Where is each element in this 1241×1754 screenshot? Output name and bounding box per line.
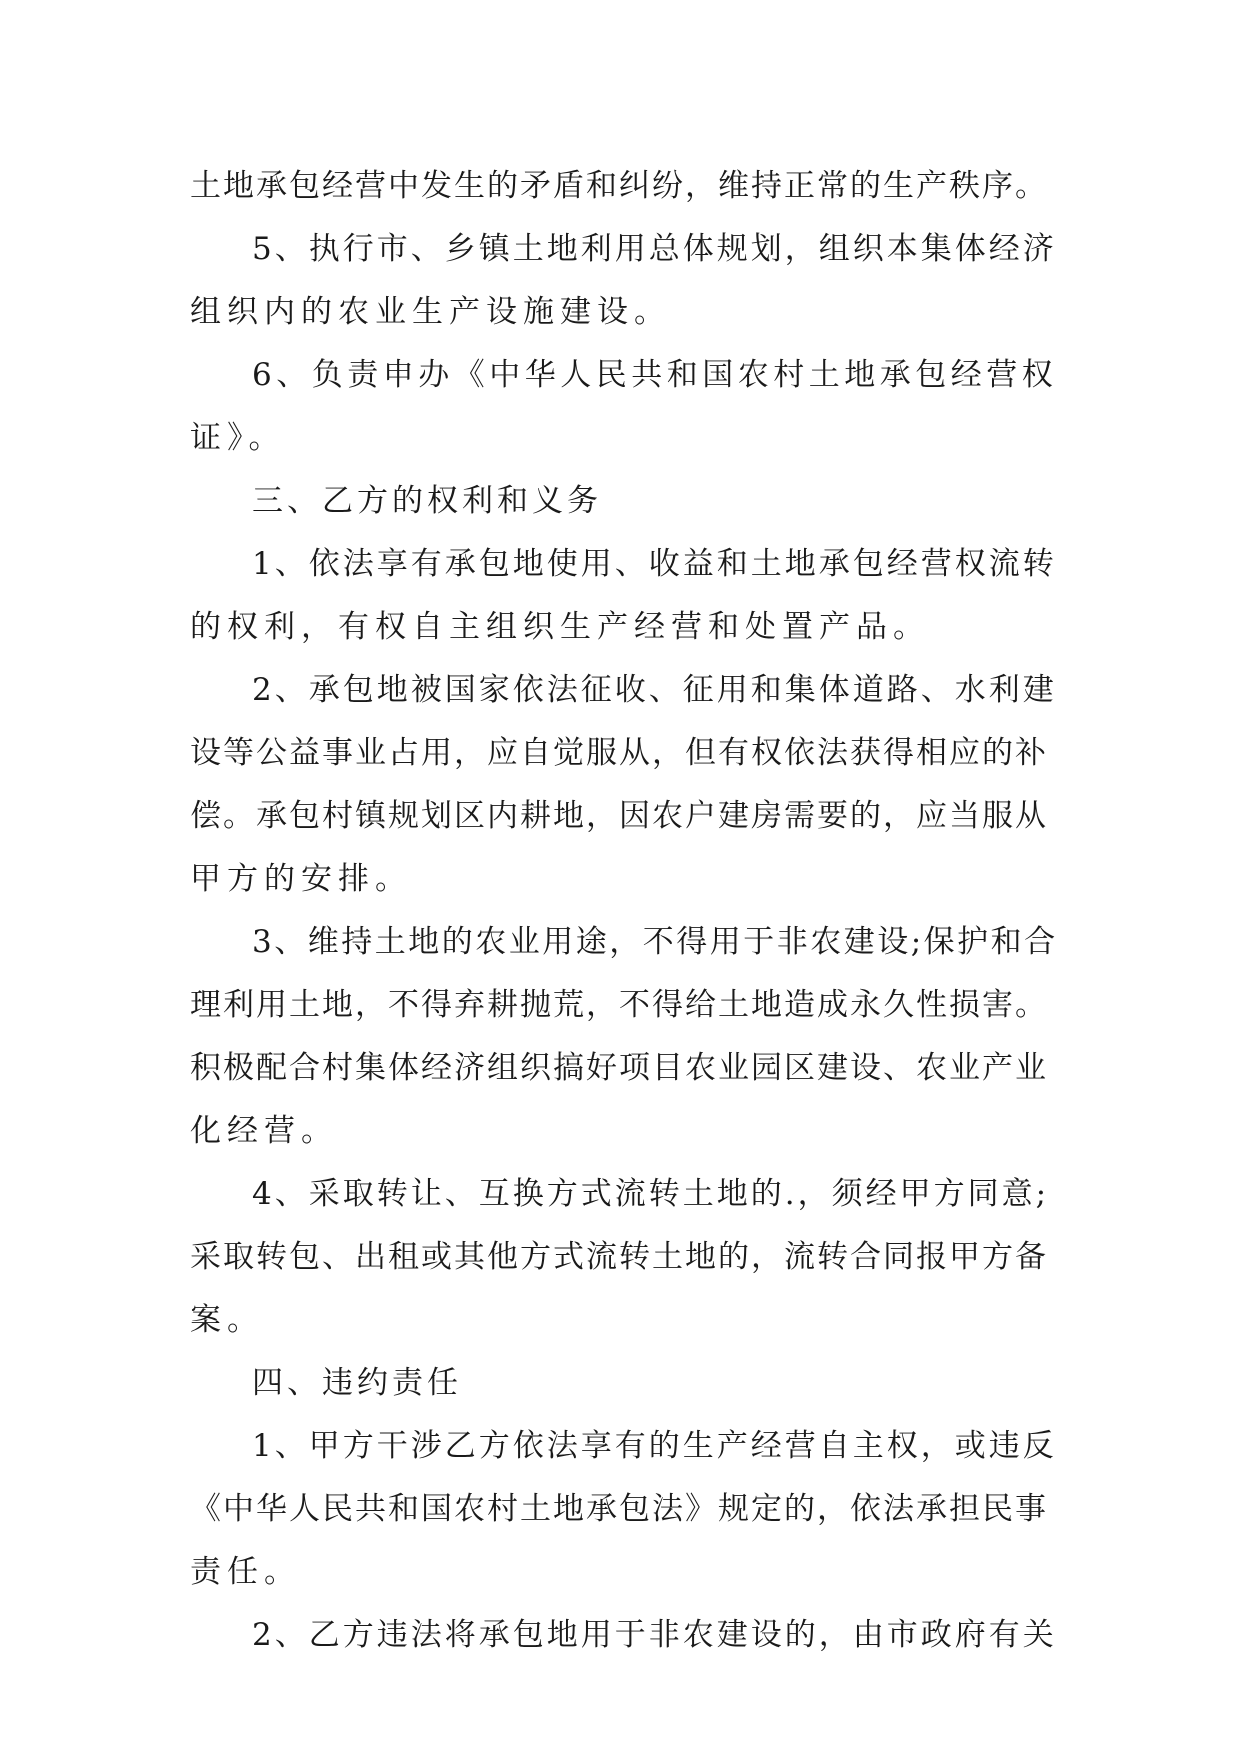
paragraph-line: 理利用土地，不得弃耕抛荒，不得给土地造成永久性损害。 (190, 987, 1048, 1023)
paragraph-line: 采取转包、出租或其他方式流转土地的，流转合同报甲方备 (190, 1239, 1048, 1275)
paragraph-line: 土地承包经营中发生的矛盾和纠纷，维持正常的生产秩序。 (190, 168, 1048, 204)
paragraph-line: 证》。 (190, 420, 286, 456)
paragraph-line: 设等公益事业占用，应自觉服从，但有权依法获得相应的补 (190, 735, 1048, 771)
paragraph-line: 6、负责申办《中华人民共和国农村土地承包经营权 (252, 357, 1058, 393)
paragraph-line: 5、执行市、乡镇土地利用总体规划，组织本集体经济 (252, 231, 1057, 267)
section-heading-rights-obligations: 三、乙方的权利和义务 (252, 483, 602, 519)
section-heading-liability: 四、违约责任 (252, 1365, 462, 1401)
paragraph-line: 责任。 (190, 1554, 301, 1590)
paragraph-line: 积极配合村集体经济组织搞好项目农业园区建设、农业产业 (190, 1050, 1048, 1086)
paragraph-line: 甲方的安排。 (190, 861, 412, 897)
paragraph-line: 案。 (190, 1302, 264, 1338)
paragraph-line: 2、承包地被国家依法征收、征用和集体道路、水利建 (252, 672, 1057, 708)
paragraph-line: 2、乙方违法将承包地用于非农建设的，由市政府有关 (252, 1617, 1057, 1653)
paragraph-line: 4、采取转让、互换方式流转土地的.，须经甲方同意; (252, 1176, 1050, 1212)
paragraph-line: 《中华人民共和国农村土地承包法》规定的，依法承担民事 (190, 1491, 1048, 1527)
paragraph-line: 1、甲方干涉乙方依法享有的生产经营自主权，或违反 (252, 1428, 1057, 1464)
paragraph-line: 1、依法享有承包地使用、收益和土地承包经营权流转 (252, 546, 1057, 582)
document-body (190, 155, 1060, 1667)
paragraph-line: 的权利，有权自主组织生产经营和处置产品。 (190, 609, 930, 645)
paragraph-line: 偿。承包村镇规划区内耕地，因农户建房需要的，应当服从 (190, 798, 1048, 834)
paragraph-line: 组织内的农业生产设施建设。 (190, 294, 671, 330)
paragraph-line: 化经营。 (190, 1113, 338, 1149)
paragraph-line: 3、维持土地的农业用途，不得用于非农建设;保护和合 (252, 924, 1058, 960)
